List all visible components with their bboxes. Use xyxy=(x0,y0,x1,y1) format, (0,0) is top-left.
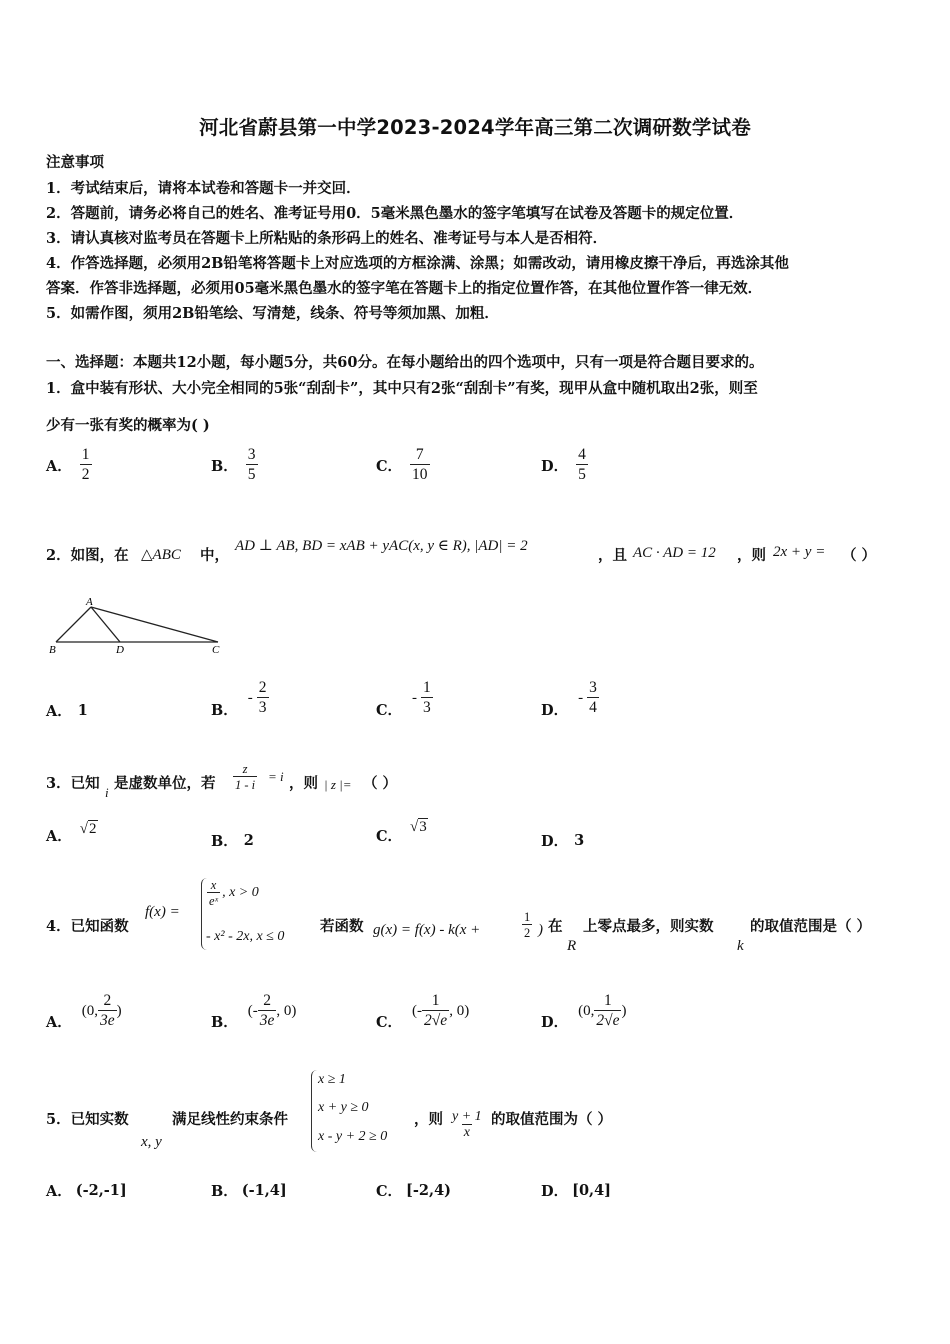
q4-if: 若函数 xyxy=(320,918,364,935)
minus-sign: - xyxy=(247,689,253,706)
q5-option-c[interactable] xyxy=(376,1180,451,1201)
q2-and: ，且 xyxy=(598,547,627,564)
q4-option-c[interactable] xyxy=(376,988,469,1034)
q2-mid: 中， xyxy=(200,547,229,564)
q3-option-d[interactable] xyxy=(541,830,584,851)
minus-sign: - xyxy=(578,689,584,706)
point-c-label: C xyxy=(212,644,220,656)
q4-k: k xyxy=(737,938,744,954)
notice-heading: 注意事项 xyxy=(46,154,104,171)
question-5-prefix: 5．已知实数 xyxy=(46,1111,129,1128)
option-label: A． xyxy=(46,1013,72,1031)
q4-tail: 的取值范围是（ ） xyxy=(750,918,872,935)
option-label: C． xyxy=(376,457,403,475)
q3-option-a[interactable] xyxy=(46,820,98,846)
question-2-prefix: 2．如图，在 xyxy=(46,547,129,564)
q5-constraint-brace xyxy=(311,1070,318,1152)
option-label: B． xyxy=(211,457,238,475)
q3-option-c-radicand: 3 xyxy=(419,819,427,835)
q2-condition: AD ⊥ AB, BD = xAB + yAC(x, y ∈ R), |AD| = 2 xyxy=(235,538,528,554)
q2-option-d[interactable] xyxy=(541,674,599,722)
q3-imaginary-i: i xyxy=(105,785,109,800)
q1-option-c-fraction: $\frac{7}{10}$ xyxy=(412,446,428,483)
q2-expression: 2x + y = xyxy=(773,544,826,560)
q5-option-d-value: [0,4] xyxy=(572,1182,612,1199)
option-label: C． xyxy=(376,828,403,845)
q2-triangle: △ABC xyxy=(141,547,181,563)
option-label: A． xyxy=(46,1183,72,1200)
notice-item: 2．答题前，请务必将自己的姓名、准考证号用0．5毫米黑色墨水的签字笔填写在试卷及答题卡的规定位置． xyxy=(46,205,744,222)
option-label: C． xyxy=(376,1013,403,1031)
q4-option-a-suffix: ) xyxy=(116,1002,122,1019)
option-label: A． xyxy=(46,703,72,720)
question-1-line-1: 1．盒中装有形状、大小完全相同的5张“刮刮卡”，其中只有2张“刮刮卡”有奖，现甲从盒中随机取出2张，则至 xyxy=(46,380,758,397)
question-3-prefix: 3．已知 xyxy=(46,775,100,792)
q4-option-d-fraction: $\frac{1}{2√e}$ xyxy=(596,992,620,1029)
option-label: D． xyxy=(541,701,569,719)
option-label: C． xyxy=(376,1183,403,1200)
section-header: 一、选择题：本题共12小题，每小题5分，共60分。在每小题给出的四个选项中，只有一项是符合题目要求的。 xyxy=(46,354,764,371)
q3-paren: （ ） xyxy=(363,775,398,792)
q5-fraction: $\frac{y + 1}{x}$ xyxy=(452,1109,482,1140)
option-label: C． xyxy=(376,701,403,719)
q4-R: R xyxy=(567,938,577,954)
q5-option-b[interactable] xyxy=(211,1180,287,1201)
q2-dot-product: AC · AD = 12 xyxy=(633,545,716,561)
q5-option-a-value: (-2,-1] xyxy=(75,1182,127,1199)
notice-item: 答案．作答非选择题，必须用05毫米黑色墨水的签字笔在答题卡上的指定位置作答，在其他位置作答一律无效． xyxy=(46,280,763,297)
q2-paren: （ ） xyxy=(842,547,877,564)
q2-option-b-fraction: $\frac{2}{3}$ xyxy=(258,679,267,716)
sqrt-sign: √ xyxy=(79,821,88,837)
q4-half: $\frac{1}{2}$ xyxy=(524,910,531,940)
option-label: D． xyxy=(541,457,569,475)
question-1-line-2: 少有一张有奖的概率为( ) xyxy=(46,417,210,434)
segment-ad xyxy=(91,607,120,642)
notice-item: 1．考试结束后，请将本试卷和答题卡一并交回． xyxy=(46,180,361,197)
option-label: B． xyxy=(211,1183,238,1200)
q4-option-a[interactable] xyxy=(46,988,122,1034)
q4-mid: 上零点最多，则实数 xyxy=(583,918,714,935)
q4-option-a-fraction: $\frac{2}{3e}$ xyxy=(100,992,115,1029)
q2-triangle-figure xyxy=(46,590,236,660)
notice-item: 3．请认真核对监考员在答题卡上所粘贴的条形码上的姓名、准考证号与本人是否相符． xyxy=(46,230,608,247)
q5-option-a[interactable] xyxy=(46,1180,127,1201)
q3-option-c[interactable] xyxy=(376,818,428,846)
q1-option-c[interactable] xyxy=(376,446,430,484)
q4-option-d-suffix: ) xyxy=(621,1002,627,1019)
q1-option-b-fraction: $\frac{3}{5}$ xyxy=(247,446,256,483)
segment-ab xyxy=(56,607,91,642)
q5-then: ，则 xyxy=(414,1111,443,1128)
q2-option-c-fraction: $\frac{1}{3}$ xyxy=(423,679,431,716)
q5-tail: 的取值范围为（ ） xyxy=(491,1111,613,1128)
q4-option-c-suffix: , 0) xyxy=(449,1002,470,1019)
minus-sign: - xyxy=(412,689,418,706)
option-label: A． xyxy=(46,828,72,845)
q3-option-b-value: 2 xyxy=(243,832,254,849)
q3-option-a-radicand: 2 xyxy=(89,821,97,837)
q4-zai: 在 xyxy=(548,918,563,935)
q5-constraint-3: x - y + 2 ≥ 0 xyxy=(318,1129,388,1144)
q4-close-paren: ) xyxy=(538,922,543,938)
q3-fraction: $\frac{z}{1 - i}$ xyxy=(235,762,256,792)
q1-option-d[interactable] xyxy=(541,446,588,484)
q5-xy: x, y xyxy=(141,1134,162,1150)
option-label: A． xyxy=(46,457,72,475)
q3-equals-i: = i xyxy=(268,769,284,784)
q4-option-c-fraction: $\frac{1}{2√e}$ xyxy=(424,992,448,1029)
q4-option-d-prefix: (0, xyxy=(578,1002,595,1019)
segment-ac xyxy=(91,607,218,642)
q3-mid: 是虚数单位，若 xyxy=(114,775,216,792)
q3-abs-z: | z |= xyxy=(324,777,352,792)
option-label: B． xyxy=(211,701,238,719)
q4-gx: g(x) = f(x) - k(x + xyxy=(373,922,481,938)
sqrt-sign: √ xyxy=(410,819,419,835)
q3-option-d-value: 3 xyxy=(574,832,585,849)
q5-constraint-2: x + y ≥ 0 xyxy=(318,1100,369,1115)
q5-option-b-value: (-1,4] xyxy=(241,1182,287,1199)
notice-item: 5．如需作图，须用2B铅笔绘、写清楚，线条、符号等须加黑、加粗． xyxy=(46,305,499,322)
q4-option-b[interactable] xyxy=(211,988,296,1034)
page-title: 河北省蔚县第一中学2023-2024学年高三第二次调研数学试卷 xyxy=(199,116,751,139)
q4-option-d[interactable] xyxy=(541,988,626,1034)
q2-option-a-value: 1 xyxy=(77,702,88,719)
q2-then: ，则 xyxy=(737,547,766,564)
q2-option-b[interactable] xyxy=(211,674,269,722)
q2-option-a[interactable] xyxy=(46,700,88,721)
q4-option-b-fraction: $\frac{2}{3e}$ xyxy=(259,992,275,1029)
option-label: D． xyxy=(541,1183,569,1200)
option-label: B． xyxy=(211,1013,238,1031)
q2-option-d-fraction: $\frac{3}{4}$ xyxy=(589,679,597,716)
question-4-prefix: 4．已知函数 xyxy=(46,918,129,935)
q1-option-a-fraction: $\frac{1}{2}$ xyxy=(81,446,90,483)
q4-option-b-prefix: (- xyxy=(247,1002,258,1019)
q3-then: ，则 xyxy=(289,775,318,792)
q4-case-2: - x² - 2x, x ≤ 0 xyxy=(206,929,285,944)
q5-option-d[interactable] xyxy=(541,1180,611,1201)
q2-option-c[interactable] xyxy=(376,674,433,722)
notice-item: 4．作答选择题，必须用2B铅笔将答题卡上对应选项的方框涂满、涂黑；如需改动，请用橡皮擦干净后，再选涂其他 xyxy=(46,255,789,272)
q3-option-b[interactable] xyxy=(211,830,254,851)
q1-option-a[interactable] xyxy=(46,446,92,484)
option-label: D． xyxy=(541,833,569,850)
point-d-label: D xyxy=(116,644,124,656)
option-label: D． xyxy=(541,1013,569,1031)
q5-option-c-value: [-2,4) xyxy=(406,1182,452,1199)
q4-option-c-prefix: (- xyxy=(412,1002,423,1019)
point-b-label: B xyxy=(49,644,56,656)
q1-option-b[interactable] xyxy=(211,446,258,484)
q5-mid: 满足线性约束条件 xyxy=(172,1111,288,1128)
q5-constraint-1: x ≥ 1 xyxy=(318,1072,346,1087)
q4-option-a-prefix: (0, xyxy=(81,1002,99,1019)
q4-option-b-suffix: , 0) xyxy=(276,1002,297,1019)
q4-case-1: $\frac{x}{\text{eˣ}}$ , x > 0 xyxy=(209,878,259,908)
option-label: B． xyxy=(211,833,238,850)
point-a-label: A xyxy=(86,596,93,608)
q1-option-d-fraction: $\frac{4}{5}$ xyxy=(578,446,586,483)
q4-fx: f(x) = xyxy=(145,904,180,920)
